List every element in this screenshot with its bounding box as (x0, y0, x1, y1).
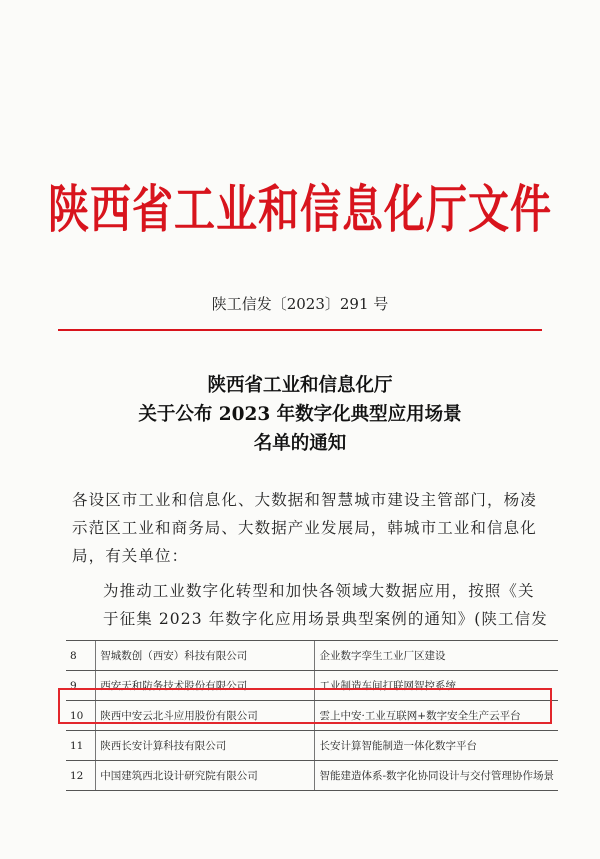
table-row (66, 641, 558, 671)
notice-title (0, 371, 600, 458)
table-row (66, 761, 558, 791)
table-row (66, 731, 558, 761)
row-number: 12 (66, 761, 96, 791)
addressee-line: 各设区市工业和信息化、大数据和智慧城市建设主管部门，杨凌 (72, 491, 537, 509)
row-number: 8 (66, 641, 96, 671)
issuer-header: 陕西省工业和信息化厅文件 (48, 179, 552, 240)
project-cell: 工业制造车间打联网智控系统 (315, 671, 558, 701)
company-cell: 中国建筑西北设计研究院有限公司 (96, 761, 315, 791)
row-number: 10 (66, 701, 96, 731)
addressee-line: 示范区工业和商务局、大数据产业发展局，韩城市工业和信息化 (72, 519, 537, 537)
body-line: 为推动工业数字化转型和加快各领域大数据应用，按照《关 (103, 582, 535, 600)
title-line-3: 名单的通知 (253, 433, 347, 454)
row-number: 9 (66, 671, 96, 701)
title-line-2: 关于公布 2023 年数字化典型应用场景 (138, 404, 462, 425)
row-number: 11 (66, 731, 96, 761)
company-cell: 陕西长安计算科技有限公司 (96, 731, 315, 761)
red-divider (58, 329, 542, 331)
project-cell: 长安计算智能制造一体化数字平台 (315, 731, 558, 761)
document-number: 陕工信发〔2023〕291 号 (211, 295, 389, 313)
body-paragraph (72, 577, 548, 633)
addressee-paragraph (72, 486, 542, 570)
project-cell: 智能建造体系-数字化协同设计与交付管理协作场景 (315, 761, 558, 791)
company-cell: 智城数创（西安）科技有限公司 (96, 641, 315, 671)
project-cell: 企业数字孪生工业厂区建设 (315, 641, 558, 671)
highlight-box (58, 688, 552, 724)
project-cell: 雲上中安·工业互联网+数字安全生产云平台 (315, 701, 558, 731)
body-line: 于征集 2023 年数字化应用场景典型案例的通知》(陕工信发 (103, 610, 548, 628)
addressee-line: 局，有关单位： (72, 547, 189, 565)
company-cell: 西安天和防务技术股份有限公司 (96, 671, 315, 701)
title-line-1: 陕西省工业和信息化厅 (207, 375, 393, 396)
company-cell: 陕西中安云北斗应用股份有限公司 (96, 701, 315, 731)
